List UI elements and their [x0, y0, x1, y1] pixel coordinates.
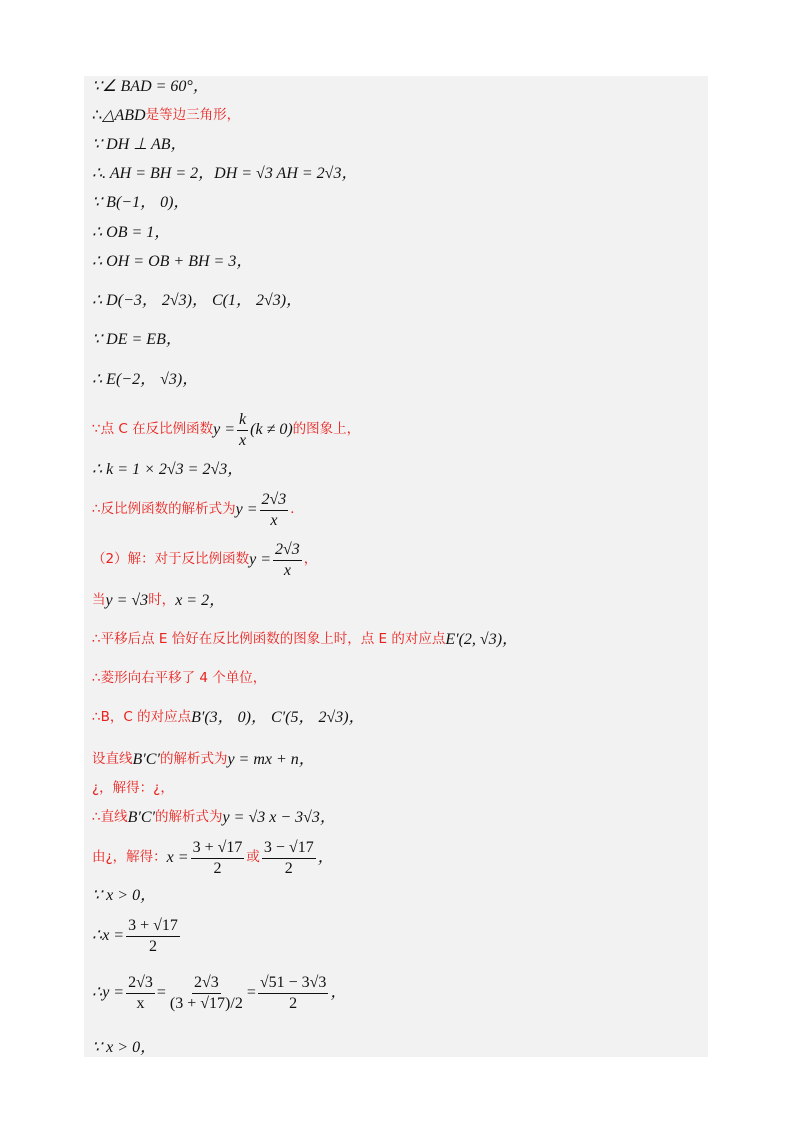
chinese-text: ∴B，C 的对应点 [92, 709, 192, 726]
chinese-text: 的解析式为 [155, 809, 223, 826]
math-text: ∴ [92, 107, 103, 124]
fraction [237, 411, 248, 449]
solution-line [92, 745, 315, 775]
math-text: y = [213, 421, 236, 438]
math-text: x = [166, 849, 189, 866]
math-text: ∴ D(−3， 2√3)， C(1， 2√3)， [92, 292, 303, 309]
solution-line [92, 130, 187, 160]
chinese-text: ∴直线 [92, 809, 128, 826]
chinese-text: ． [290, 501, 304, 518]
fraction-denominator: x [239, 431, 247, 449]
fraction-denominator: 2 [284, 859, 293, 877]
fraction [262, 839, 316, 877]
solution-line [92, 836, 334, 880]
fraction-numerator: 2√3 [126, 974, 155, 994]
solution-line [92, 325, 182, 355]
math-text: y = [249, 551, 271, 568]
chinese-text: 的解析式为 [159, 751, 228, 768]
fraction [191, 839, 245, 877]
math-text: x = [102, 927, 125, 944]
fraction-denominator: 2 [213, 859, 222, 877]
solution-line [92, 625, 518, 655]
chinese-text: 由¿，解得： [92, 849, 167, 866]
math-text: y = [102, 984, 125, 1001]
solution-line [92, 488, 304, 532]
math-text: (k ≠ 0) [250, 421, 293, 438]
chinese-text: 是等边三角形， [145, 107, 241, 124]
math-text: ∵ B(−1， 0)， [92, 194, 190, 211]
chinese-text: 或 [246, 849, 260, 866]
fraction [168, 974, 245, 1012]
fraction [126, 917, 180, 955]
math-text: ∴ k = 1 × 2√3 = 2√3， [92, 461, 244, 478]
math-text: ∴ [92, 927, 103, 944]
fraction-denominator: 2 [149, 937, 157, 955]
fraction-denominator: 2 [289, 994, 298, 1012]
math-text: △ABD [102, 107, 146, 124]
chinese-text: ， [303, 551, 318, 568]
chinese-text: （2）解：对于反比例函数 [92, 551, 250, 568]
math-text: ∵ DH ⊥ AB， [92, 136, 187, 153]
solution-line [92, 586, 225, 616]
chinese-text: ∴反比例函数的解析式为 [92, 501, 236, 518]
math-text: ∴ OH = OB + BH = 3， [92, 253, 253, 270]
fraction-numerator: 2√3 [273, 541, 302, 561]
solution-line [92, 914, 182, 958]
math-text: B′C′ [127, 809, 156, 826]
fraction-numerator: 3 + √17 [126, 917, 180, 937]
solution-line [92, 881, 156, 911]
chinese-text: ¿，解得：¿， [92, 780, 174, 797]
solution-line [92, 72, 209, 102]
chinese-text: 设直线 [92, 751, 133, 768]
solution-line [92, 1033, 156, 1063]
fraction-denominator: (3 + √17)/2 [169, 994, 243, 1012]
solution-line [92, 455, 243, 485]
fraction-numerator: 3 − √17 [262, 839, 316, 859]
solution-line [92, 408, 360, 452]
math-text: y = √3 [105, 592, 149, 609]
math-text: = [246, 984, 256, 1001]
chinese-text: 时， [148, 592, 176, 609]
fraction-numerator: √51 − 3√3 [258, 974, 329, 994]
solution-line [92, 664, 266, 694]
math-text: y = mx + n， [227, 751, 315, 768]
fraction-numerator: 2√3 [260, 491, 289, 511]
chinese-text: ∴平移后点 E 恰好在反比例函数的图象上时，点 E 的对应点 [92, 631, 446, 648]
fraction-numerator: 2√3 [192, 974, 221, 994]
fraction-denominator: x [270, 511, 278, 529]
chinese-text: ∵点 C 在反比例函数 [92, 421, 214, 438]
math-text: ∵ DE = EB， [92, 331, 182, 348]
fraction-denominator: x [283, 561, 291, 579]
math-text: ∴ E(−2， √3)， [92, 371, 199, 388]
solution-line [92, 247, 252, 277]
solution-line [92, 703, 365, 733]
fraction [258, 974, 329, 1012]
math-text: ∵∠ BAD = 60°， [92, 78, 209, 95]
fraction-numerator: k [237, 411, 248, 431]
solution-line [92, 286, 302, 316]
math-text: ∴. AH = BH = 2，DH = √3 AH = 2√3， [92, 165, 358, 182]
math-text: ∴ [92, 984, 103, 1001]
chinese-text: ∴菱形向右平移了 4 个单位， [92, 670, 267, 687]
math-text: = [156, 984, 166, 1001]
fraction [273, 541, 302, 579]
math-text: x = 2， [175, 592, 226, 609]
math-text: ∵ x > 0， [92, 1039, 157, 1056]
math-text: B′C′ [132, 751, 160, 768]
chinese-text: 当 [92, 592, 106, 609]
solution-line [92, 774, 174, 804]
math-text: B′(3， 0)， C′(5， 2√3)， [191, 709, 365, 726]
math-text: ∵ x > 0， [92, 887, 157, 904]
math-text: ∴ OB = 1， [92, 224, 171, 241]
solution-line [92, 188, 189, 218]
math-text: ， [330, 984, 347, 1001]
chinese-text: 的图象上， [292, 421, 361, 438]
solution-line [92, 962, 346, 1024]
solution-line [92, 365, 198, 395]
math-text: y = [235, 501, 258, 518]
fraction [126, 974, 155, 1012]
math-text: y = √3 x − 3√3， [222, 809, 336, 826]
math-text: E′(2, √3)， [445, 631, 519, 648]
fraction-numerator: 3 + √17 [191, 839, 245, 859]
solution-line [92, 538, 317, 582]
solution-line [92, 159, 357, 189]
solution-line [92, 803, 336, 833]
solution-line [92, 218, 170, 248]
math-text: ， [317, 849, 334, 866]
solution-line [92, 101, 240, 131]
fraction-denominator: x [136, 994, 145, 1012]
fraction [260, 491, 289, 529]
